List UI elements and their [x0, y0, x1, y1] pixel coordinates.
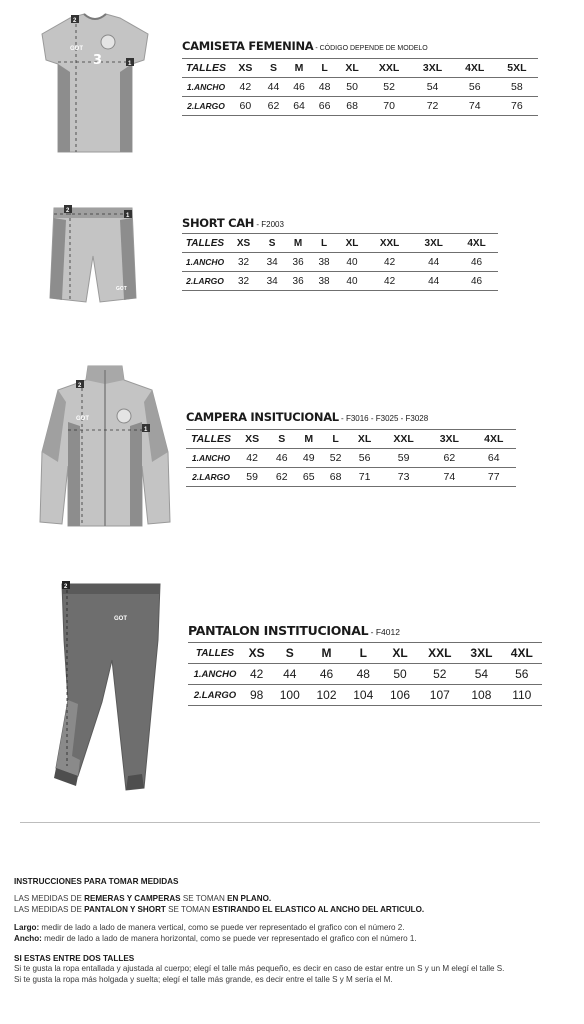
table-cell: 32: [228, 272, 259, 291]
table-cell: 60: [230, 97, 261, 116]
between-sizes-text-2: Si te gusta la ropa más holgada y suelta; elegí el talle más grande, es decir entre el talle S y M sería el M.: [14, 974, 393, 984]
table-row: [188, 685, 542, 706]
table-cell: 74: [454, 97, 496, 116]
row-label-largo: 2.LARGO: [182, 272, 228, 291]
size-table: [188, 642, 542, 706]
product-name: PANTALON INSTITUCIONAL: [188, 623, 369, 638]
table-cell: 48: [312, 78, 338, 97]
table-cell: 64: [286, 97, 312, 116]
table-cell: 110: [502, 685, 542, 706]
table-cell: 50: [382, 664, 419, 685]
table-header-cell: S: [261, 59, 287, 78]
product-title: [186, 410, 428, 424]
instructions-section: [14, 877, 580, 985]
table-cell: 46: [455, 253, 498, 272]
shorts-illustration: [48, 204, 138, 306]
table-header-cell: S: [268, 430, 295, 449]
table-header-cell: TALLES: [188, 643, 242, 664]
table-cell: 106: [382, 685, 419, 706]
table-header-cell: XXL: [380, 430, 427, 449]
row-label-largo: 2.LARGO: [182, 97, 230, 116]
text-fragment: Ancho:: [14, 933, 42, 943]
table-header-cell: TALLES: [182, 234, 228, 253]
between-sizes-title: SI ESTAS ENTRE DOS TALLES: [14, 954, 135, 964]
table-header-cell: L: [312, 59, 338, 78]
table-header-cell: XL: [382, 643, 419, 664]
instruction-ancho: [14, 934, 580, 944]
table-header-cell: M: [286, 59, 312, 78]
table-header-cell: 3XL: [461, 643, 501, 664]
table-header-row: [186, 430, 516, 449]
table-header-cell: 4XL: [454, 59, 496, 78]
table-header-cell: L: [311, 234, 337, 253]
table-header-cell: XXL: [367, 234, 412, 253]
text-fragment: LAS MEDIDAS DE: [14, 894, 85, 904]
instruction-line-1: [14, 894, 580, 904]
measure-badge-1: 1: [128, 61, 132, 67]
table-header-cell: S: [271, 643, 308, 664]
table-cell: 44: [412, 253, 455, 272]
table-header-row: [182, 59, 538, 78]
table-cell: 56: [454, 78, 496, 97]
measure-badge-2: 2: [64, 584, 68, 590]
text-fragment: SE TOMAN: [180, 894, 228, 904]
product-name: CAMPERA INSITUCIONAL: [186, 410, 339, 424]
table-cell: 44: [412, 272, 455, 291]
text-fragment: Largo:: [14, 923, 40, 933]
product-code: - F3016 - F3025 - F3028: [338, 414, 429, 423]
table-row: [182, 78, 538, 97]
table-cell: 46: [308, 664, 345, 685]
measure-badge-2: 2: [66, 208, 70, 214]
table-cell: 34: [259, 272, 285, 291]
table-header-cell: M: [295, 430, 322, 449]
table-header-cell: TALLES: [182, 59, 230, 78]
table-header-cell: XS: [228, 234, 259, 253]
table-header-cell: XL: [349, 430, 380, 449]
table-cell: 68: [337, 97, 366, 116]
table-header-cell: XS: [230, 59, 261, 78]
row-label-ancho: 1.ANCHO: [186, 449, 236, 468]
jacket-illustration: [36, 362, 174, 530]
instruction-line-2: [14, 905, 580, 915]
text-fragment: SE TOMAN: [165, 904, 213, 914]
table-cell: 42: [367, 253, 412, 272]
brand-logo: GOT: [116, 286, 127, 292]
table-cell: 59: [380, 449, 427, 468]
table-header-cell: M: [308, 643, 345, 664]
table-header-cell: XL: [337, 234, 367, 253]
table-header-cell: 4XL: [502, 643, 542, 664]
table-cell: 54: [411, 78, 453, 97]
table-row: [188, 664, 542, 685]
table-cell: 34: [259, 253, 285, 272]
table-cell: 66: [312, 97, 338, 116]
text-fragment: REMERAS Y CAMPERAS: [84, 894, 181, 904]
size-table: [182, 233, 498, 291]
table-cell: 42: [367, 272, 412, 291]
table-cell: 49: [295, 449, 322, 468]
table-cell: 76: [496, 97, 538, 116]
table-cell: 52: [367, 78, 412, 97]
instructions-title: INSTRUCCIONES PARA TOMAR MEDIDAS: [14, 877, 179, 886]
table-header-cell: 4XL: [455, 234, 498, 253]
table-cell: 65: [295, 468, 322, 487]
brand-logo: GOT: [114, 616, 127, 622]
table-cell: 102: [308, 685, 345, 706]
table-cell: 36: [285, 272, 311, 291]
table-cell: 62: [261, 97, 287, 116]
table-cell: 42: [236, 449, 268, 468]
table-row: [182, 272, 498, 291]
table-cell: 71: [349, 468, 380, 487]
table-cell: 68: [322, 468, 349, 487]
table-cell: 52: [418, 664, 461, 685]
instruction-largo: [14, 923, 580, 933]
table-cell: 77: [472, 468, 516, 487]
text-fragment: medir de lado a lado de manera vertical, como se puede ver representado el grafico con el número 2.: [39, 923, 405, 933]
table-cell: 58: [496, 78, 538, 97]
table-header-cell: XL: [337, 59, 366, 78]
pants-illustration: [48, 580, 168, 794]
measure-badge-1: 1: [126, 213, 130, 219]
product-title: [188, 623, 400, 638]
table-header-row: [182, 234, 498, 253]
table-cell: 44: [271, 664, 308, 685]
table-cell: 62: [427, 449, 471, 468]
row-label-ancho: 1.ANCHO: [182, 253, 228, 272]
table-cell: 107: [418, 685, 461, 706]
table-header-cell: S: [259, 234, 285, 253]
row-label-largo: 2.LARGO: [188, 685, 242, 706]
table-header-cell: 3XL: [412, 234, 455, 253]
table-header-cell: 4XL: [472, 430, 516, 449]
row-label-ancho: 1.ANCHO: [182, 78, 230, 97]
table-cell: 104: [345, 685, 382, 706]
table-cell: 52: [322, 449, 349, 468]
measure-badge-2: 2: [78, 383, 82, 389]
brand-logo: GOT: [70, 46, 83, 52]
table-cell: 98: [242, 685, 271, 706]
table-cell: 72: [411, 97, 453, 116]
table-cell: 44: [261, 78, 287, 97]
table-cell: 54: [461, 664, 501, 685]
table-cell: 48: [345, 664, 382, 685]
table-header-cell: L: [322, 430, 349, 449]
brand-logo: GOT: [76, 416, 89, 422]
shirt-number: 3: [93, 53, 103, 68]
between-sizes-text-1: Si te gusta la ropa entallada y ajustada al cuerpo; elegí el talle más pequeño, es decir en caso de estar entre un S y un M elegí el talle S.: [14, 964, 505, 974]
size-table: [182, 58, 538, 116]
table-row: [182, 97, 538, 116]
table-header-cell: XXL: [418, 643, 461, 664]
table-cell: 42: [242, 664, 271, 685]
table-header-cell: TALLES: [186, 430, 236, 449]
table-header-cell: L: [345, 643, 382, 664]
measure-badge-2: 2: [73, 18, 77, 24]
table-cell: 56: [349, 449, 380, 468]
table-cell: 42: [230, 78, 261, 97]
table-cell: 46: [268, 449, 295, 468]
table-header-cell: XS: [242, 643, 271, 664]
tshirt-illustration: [36, 12, 154, 158]
table-header-cell: XXL: [367, 59, 412, 78]
product-code: - F4012: [368, 627, 400, 637]
table-cell: 108: [461, 685, 501, 706]
product-title: [182, 39, 428, 53]
row-label-largo: 2.LARGO: [186, 468, 236, 487]
product-code: - F2003: [254, 220, 284, 229]
measure-badge-1: 1: [144, 427, 148, 433]
table-cell: 36: [285, 253, 311, 272]
table-header-cell: 5XL: [496, 59, 538, 78]
table-cell: 70: [367, 97, 412, 116]
table-row: [186, 449, 516, 468]
table-cell: 64: [472, 449, 516, 468]
table-header-row: [188, 643, 542, 664]
product-name: CAMISETA FEMENINA: [182, 39, 314, 53]
text-fragment: medir de lado a lado de manera horizontal, como se puede ver representado el grafico con el número 1.: [41, 933, 417, 943]
table-cell: 32: [228, 253, 259, 272]
table-header-cell: XS: [236, 430, 268, 449]
table-cell: 100: [271, 685, 308, 706]
section-divider: [20, 822, 540, 823]
product-code: - CÓDIGO DEPENDE DE MODELO: [313, 45, 428, 52]
table-header-cell: 3XL: [411, 59, 453, 78]
table-cell: 46: [286, 78, 312, 97]
table-row: [186, 468, 516, 487]
table-cell: 59: [236, 468, 268, 487]
table-header-cell: M: [285, 234, 311, 253]
table-cell: 46: [455, 272, 498, 291]
table-row: [182, 253, 498, 272]
size-table: [186, 429, 516, 487]
text-fragment: ESTIRANDO EL ELASTICO AL ANCHO DEL ARTICULO.: [212, 904, 425, 914]
row-label-ancho: 1.ANCHO: [188, 664, 242, 685]
table-cell: 38: [311, 253, 337, 272]
table-header-cell: 3XL: [427, 430, 471, 449]
table-cell: 50: [337, 78, 366, 97]
table-cell: 38: [311, 272, 337, 291]
table-cell: 40: [337, 272, 367, 291]
product-name: SHORT CAH: [182, 216, 255, 230]
text-fragment: EN PLANO.: [227, 894, 272, 904]
table-cell: 62: [268, 468, 295, 487]
table-cell: 56: [502, 664, 542, 685]
table-cell: 40: [337, 253, 367, 272]
text-fragment: PANTALON Y SHORT: [84, 904, 166, 914]
table-cell: 73: [380, 468, 427, 487]
product-title: [182, 216, 284, 230]
text-fragment: LAS MEDIDAS DE: [14, 904, 85, 914]
table-cell: 74: [427, 468, 471, 487]
